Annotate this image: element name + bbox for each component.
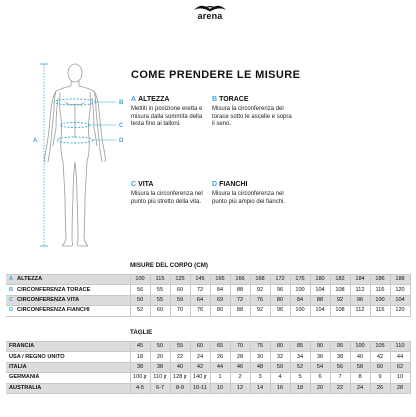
table-cell: 28: [230, 352, 250, 362]
table-row: [6, 342, 410, 352]
table-cell: 100: [370, 295, 390, 305]
table-cell: 60: [370, 362, 390, 372]
table-cell: 104: [310, 285, 330, 295]
measure-block-hips: [212, 181, 292, 206]
table-cell: 12: [230, 383, 250, 393]
measure-text: Misura la circonferenza del torace sotto le ascelle e sopra il seno.: [212, 106, 292, 127]
measure-label: ALTEZZA: [138, 96, 170, 103]
table-cell: 165: [210, 275, 230, 285]
table-cell: 20: [310, 383, 330, 393]
table-cell: 128 jr: [170, 373, 190, 383]
table-cell: 62: [390, 362, 410, 372]
measure-block-waist: [131, 181, 211, 206]
row-label-text: USA / REGNO UNITO: [9, 353, 65, 360]
table-cell: 112: [350, 306, 370, 316]
table-cell: 6-7: [150, 383, 170, 393]
row-label-text: CIRCONFERENZA VITA: [17, 296, 80, 303]
row-label-text: CIRCONFERENZA TORACE: [17, 286, 91, 293]
measure-text: Mettiti in posizione eretta e misura dalla sommità della testa fino ai talloni.: [131, 106, 203, 127]
table-cell: 125: [170, 275, 190, 285]
table-cell: 56: [330, 362, 350, 372]
table-cell: 75: [250, 342, 270, 352]
table-cell: 186: [370, 275, 390, 285]
table-cell: 6: [310, 373, 330, 383]
row-label: [6, 295, 130, 305]
table-cell: 104: [390, 295, 410, 305]
row-label: [6, 362, 130, 372]
table-cell: 95: [330, 342, 350, 352]
arena-logo: [188, 3, 232, 21]
table-cell: 8: [350, 373, 370, 383]
row-label: [6, 373, 130, 383]
table-cell: 116: [370, 306, 390, 316]
table-cell: 84: [210, 285, 230, 295]
row-label-text: ALTEZZA: [17, 276, 43, 283]
table-row: [6, 362, 410, 372]
table-cell: 60: [150, 306, 170, 316]
table-cell: 32: [270, 352, 290, 362]
table-cell: 16: [270, 383, 290, 393]
table-cell: 46: [230, 362, 250, 372]
table-cell: 38: [330, 352, 350, 362]
table-cell: 42: [370, 352, 390, 362]
table-cell: 72: [190, 285, 210, 295]
table-cell: 65: [210, 342, 230, 352]
row-label: [6, 285, 130, 295]
table-cell: 60: [190, 342, 210, 352]
table-cell: 172: [270, 275, 290, 285]
table-cell: 116: [370, 285, 390, 295]
table-row: [6, 285, 410, 295]
table-cell: 145: [190, 275, 210, 285]
table-cell: 166: [230, 275, 250, 285]
table-cell: 59: [170, 295, 190, 305]
body-figure: [18, 58, 128, 253]
table-cell: 58: [350, 362, 370, 372]
row-letter: D: [9, 307, 14, 314]
table-cell: 70: [170, 306, 190, 316]
table-cell: 92: [250, 285, 270, 295]
brand-name: arena: [197, 11, 223, 21]
table-cell: 140 jr: [190, 373, 210, 383]
table-cell: 50: [130, 295, 150, 305]
table-cell: 40: [170, 362, 190, 372]
table-cell: 72: [230, 295, 250, 305]
table-cell: 30: [250, 352, 270, 362]
table-cell: 50: [270, 362, 290, 372]
row-label: [6, 275, 130, 285]
row-letter: C: [9, 296, 14, 303]
table-cell: 44: [210, 362, 230, 372]
table-cell: 22: [170, 352, 190, 362]
table-cell: 54: [310, 362, 330, 372]
table-cell: 55: [170, 342, 190, 352]
table-cell: 84: [290, 295, 310, 305]
table-cell: 44: [390, 352, 410, 362]
table-cell: 100 jr: [130, 373, 150, 383]
measure-letter: B: [212, 96, 218, 103]
table-cell: 5: [290, 373, 310, 383]
table-cell: 92: [330, 295, 350, 305]
table-cell: 88: [230, 285, 250, 295]
table-cell: 36: [310, 352, 330, 362]
table-cell: 55: [150, 295, 170, 305]
table-cell: 110: [390, 342, 410, 352]
table-cell: 3: [250, 373, 270, 383]
table-cell: 112: [350, 285, 370, 295]
table-cell: 168: [250, 275, 270, 285]
table-cell: 10-11: [190, 383, 210, 393]
table-cell: 104: [310, 306, 330, 316]
body-table-title: MISURE DEL CORPO (CM): [130, 262, 208, 269]
table-cell: 108: [330, 306, 350, 316]
table-cell: 80: [270, 342, 290, 352]
row-label: [6, 342, 130, 352]
table-cell: 18: [290, 383, 310, 393]
row-label-text: GERMANIA: [9, 374, 40, 381]
table-cell: 120: [390, 306, 410, 316]
measure-block-height: [131, 96, 211, 129]
table-cell: 96: [270, 285, 290, 295]
table-cell: 80: [270, 295, 290, 305]
row-label-text: ITALIA: [9, 363, 27, 370]
measure-text: Misura la circonferenza nel punto più ampio dei fianchi.: [212, 191, 286, 205]
table-row: [6, 383, 410, 393]
measure-label: FIANCHI: [219, 181, 248, 188]
measure-text: Misura la circonferenza nel punto più stretto della vita.: [131, 191, 203, 205]
row-label: [6, 383, 130, 393]
table-cell: 2: [230, 373, 250, 383]
table-cell: 100: [290, 306, 310, 316]
table-cell: 96: [270, 306, 290, 316]
table-cell: 42: [190, 362, 210, 372]
table-cell: 69: [210, 295, 230, 305]
table-cell: 14: [250, 383, 270, 393]
table-cell: 182: [330, 275, 350, 285]
page-title: COME PRENDERE LE MISURE: [131, 69, 301, 81]
table-cell: 26: [210, 352, 230, 362]
table-cell: 28: [390, 383, 410, 393]
table-cell: 45: [130, 342, 150, 352]
table-cell: 76: [250, 295, 270, 305]
measure-label: VITA: [138, 181, 154, 188]
table-row: [6, 373, 410, 383]
sizes-table: [6, 341, 411, 394]
row-label: [6, 306, 130, 316]
marker-d: D: [119, 138, 124, 144]
table-cell: 26: [370, 383, 390, 393]
table-cell: 184: [350, 275, 370, 285]
table-cell: 90: [310, 342, 330, 352]
table-cell: 100: [130, 275, 150, 285]
table-row: [6, 275, 410, 285]
table-cell: 176: [290, 275, 310, 285]
body-measurements-table: [6, 274, 411, 317]
table-cell: 48: [250, 362, 270, 372]
row-label-text: FRANCIA: [9, 343, 35, 350]
table-cell: 52: [290, 362, 310, 372]
row-label-text: CIRCONFERENZA FIANCHI: [17, 307, 90, 314]
table-cell: 76: [190, 306, 210, 316]
row-label: [6, 352, 130, 362]
measure-label: TORACE: [219, 96, 249, 103]
table-cell: 4: [270, 373, 290, 383]
table-cell: 34: [290, 352, 310, 362]
table-cell: 24: [350, 383, 370, 393]
table-cell: 9: [370, 373, 390, 383]
table-cell: 85: [290, 342, 310, 352]
table-cell: 38: [130, 362, 150, 372]
row-letter: A: [9, 276, 14, 283]
table-cell: 10: [210, 383, 230, 393]
measure-block-chest: [212, 96, 292, 129]
table-cell: 100: [350, 342, 370, 352]
marker-c: C: [119, 123, 124, 129]
table-row: [6, 295, 410, 305]
table-cell: 20: [150, 352, 170, 362]
row-letter: B: [9, 286, 14, 293]
marker-a: A: [33, 138, 38, 144]
table-cell: 22: [330, 383, 350, 393]
table-cell: 70: [230, 342, 250, 352]
row-label-text: AUSTRALIA: [9, 384, 42, 391]
table-cell: 56: [130, 285, 150, 295]
table-row: [6, 306, 410, 316]
table-cell: 108: [330, 285, 350, 295]
table-cell: 120: [390, 285, 410, 295]
table-cell: 96: [350, 295, 370, 305]
measure-letter: D: [212, 181, 218, 188]
table-cell: 110 jr: [150, 373, 170, 383]
size-table-title: TAGLIE: [130, 329, 153, 336]
table-cell: 105: [370, 342, 390, 352]
table-cell: 52: [130, 306, 150, 316]
table-cell: 7: [330, 373, 350, 383]
table-cell: 115: [150, 275, 170, 285]
table-cell: 188: [390, 275, 410, 285]
table-cell: 180: [310, 275, 330, 285]
table-cell: 60: [170, 285, 190, 295]
table-cell: 40: [350, 352, 370, 362]
table-cell: 55: [150, 285, 170, 295]
table-cell: 24: [190, 352, 210, 362]
table-cell: 100: [290, 285, 310, 295]
table-cell: 50: [150, 342, 170, 352]
table-cell: 1: [210, 373, 230, 383]
table-cell: 64: [190, 295, 210, 305]
table-cell: 4-5: [130, 383, 150, 393]
table-cell: 8-9: [170, 383, 190, 393]
table-cell: 10: [390, 373, 410, 383]
table-cell: 88: [230, 306, 250, 316]
table-cell: 92: [250, 306, 270, 316]
table-cell: 88: [310, 295, 330, 305]
table-row: [6, 352, 410, 362]
marker-b: B: [119, 100, 124, 106]
measure-letter: C: [131, 181, 137, 188]
table-cell: 80: [210, 306, 230, 316]
measure-letter: A: [131, 96, 137, 103]
table-cell: 38: [150, 362, 170, 372]
table-cell: 18: [130, 352, 150, 362]
